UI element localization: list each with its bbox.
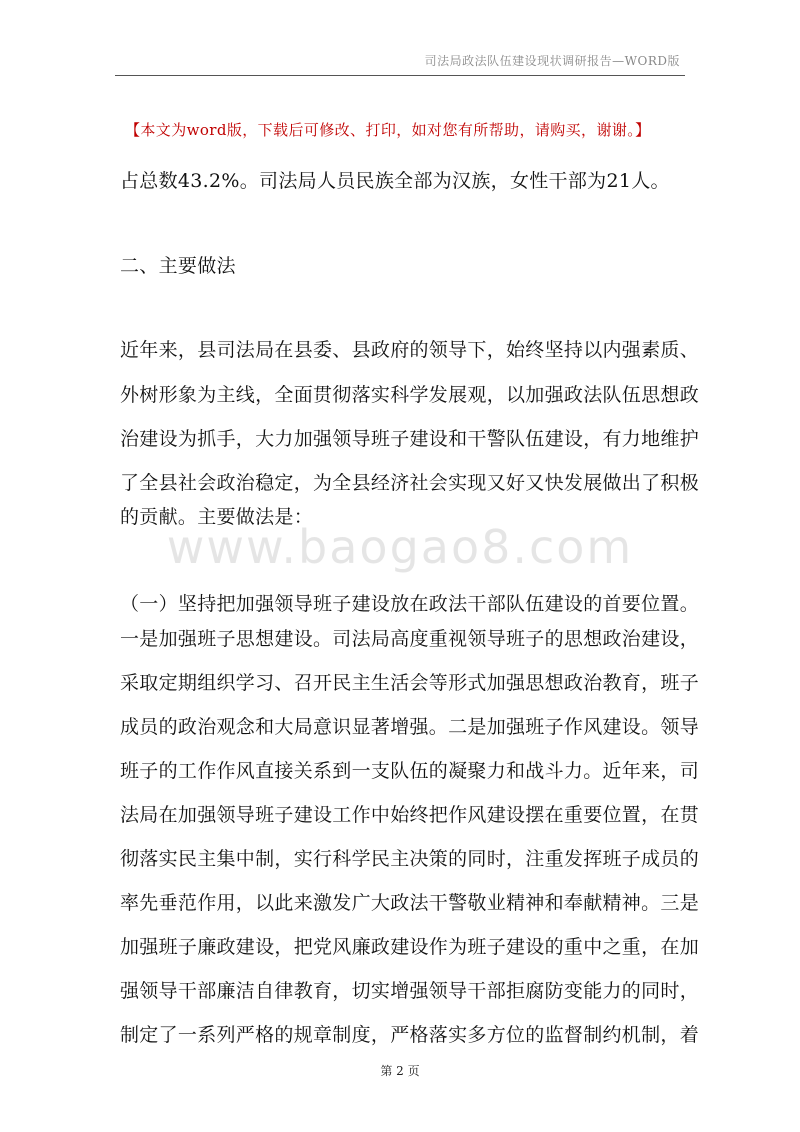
download-notice: 【本文为word版，下载后可修改、打印，如对您有所帮助，请购买，谢谢。】 bbox=[125, 121, 651, 139]
header-rule bbox=[115, 75, 685, 76]
header-title: 司法局政法队伍建设现状调研报告—WORD版 bbox=[424, 54, 680, 68]
body-line: 法局在加强领导班子建设工作中始终把作风建设摆在重要位置，在贯 bbox=[120, 804, 700, 826]
body-line: 治建设为抓手，大力加强领导班子建设和干警队伍建设，有力地维护 bbox=[120, 428, 700, 450]
page-number: 第 2 页 bbox=[380, 1064, 420, 1078]
body-line: 外树形象为主线，全面贯彻落实科学发展观，以加强政法队伍思想政 bbox=[120, 384, 700, 406]
body-line: 一是加强班子思想建设。司法局高度重视领导班子的思想政治建设， bbox=[120, 628, 700, 650]
section-heading: 二、主要做法 bbox=[120, 255, 236, 277]
body-line: 加强班子廉政建设，把党风廉政建设作为班子建设的重中之重，在加 bbox=[120, 936, 700, 958]
body-line: 的贡献。主要做法是： bbox=[120, 506, 314, 528]
body-line: 了全县社会政治稳定，为全县经济社会实现又好又快发展做出了积极 bbox=[120, 472, 700, 494]
body-line: 成员的政治观念和大局意识显著增强。二是加强班子作风建设。领导 bbox=[120, 716, 700, 738]
body-line: 制定了一系列严格的规章制度，严格落实多方位的监督制约机制，着 bbox=[120, 1024, 700, 1046]
body-line: 彻落实民主集中制，实行科学民主决策的同时，注重发挥班子成员的 bbox=[120, 848, 700, 870]
body-line: 强领导干部廉洁自律教育，切实增强领导干部拒腐防变能力的同时， bbox=[120, 980, 700, 1002]
body-line: 近年来，县司法局在县委、县政府的领导下，始终坚持以内强素质、 bbox=[120, 339, 700, 361]
body-line: 占总数43.2%。司法局人员民族全部为汉族，女性干部为21人。 bbox=[120, 170, 670, 192]
subsection-heading: （一）坚持把加强领导班子建设放在政法干部队伍建设的首要位置。 bbox=[120, 593, 700, 615]
body-line: 班子的工作作风直接关系到一支队伍的凝聚力和战斗力。近年来，司 bbox=[120, 760, 700, 782]
watermark: www.baogao8.com bbox=[166, 520, 634, 574]
body-line: 率先垂范作用，以此来激发广大政法干警敬业精神和奉献精神。三是 bbox=[120, 892, 700, 914]
body-line: 采取定期组织学习、召开民主生活会等形式加强思想政治教育，班子 bbox=[120, 672, 700, 694]
